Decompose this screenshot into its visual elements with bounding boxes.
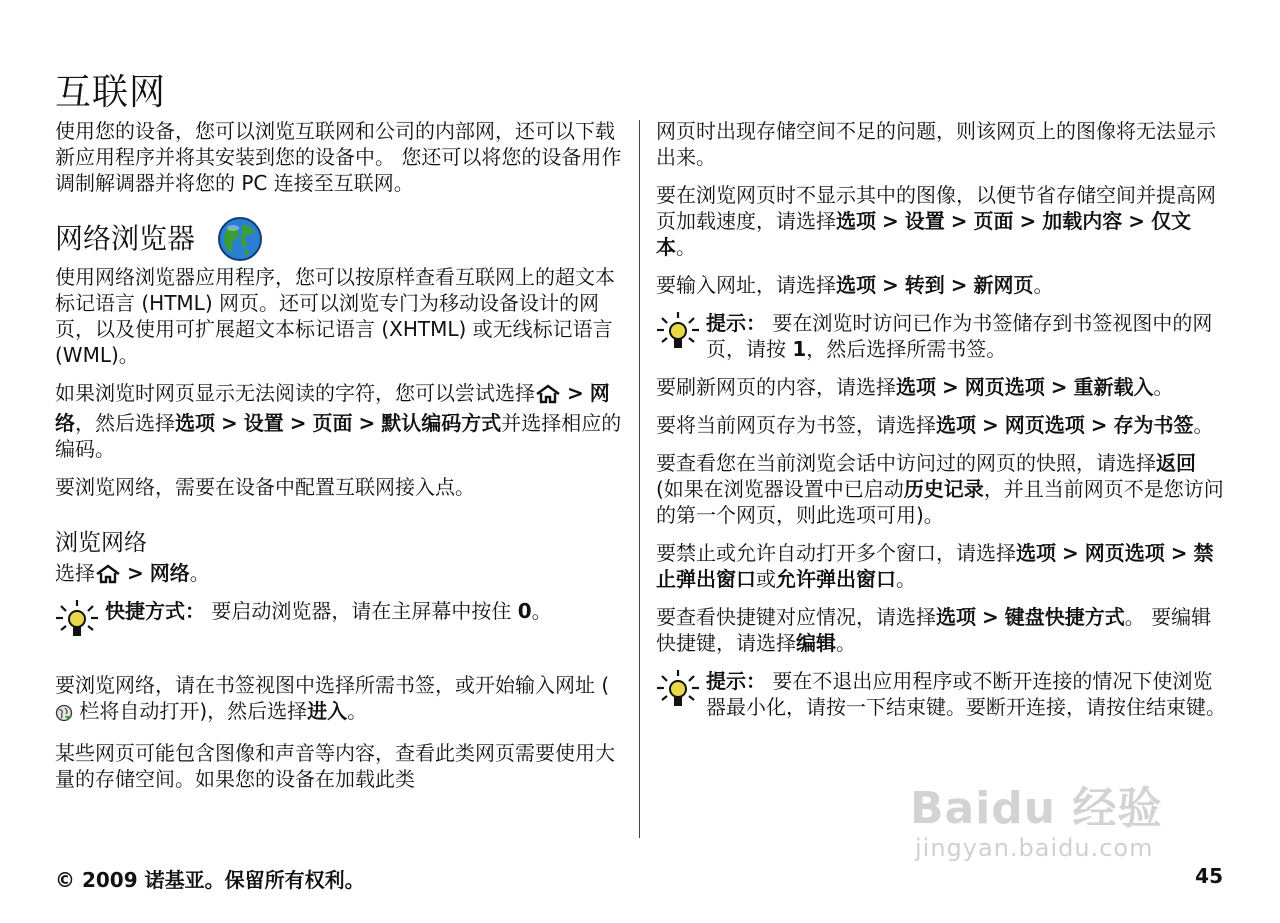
text: 要将当前网页存为书签，请选择 bbox=[656, 413, 936, 437]
column-divider bbox=[639, 120, 640, 838]
menu-go-to: 转到 bbox=[904, 273, 945, 297]
text: 。 bbox=[189, 561, 210, 585]
bookmark-tip-text bbox=[706, 310, 1226, 362]
text: 栏将自动打开)，然后选择 bbox=[73, 699, 308, 723]
menu-page-options: 网页选项 bbox=[1004, 413, 1085, 437]
home-icon bbox=[95, 564, 121, 590]
shortcut-tip bbox=[55, 598, 627, 646]
text: ，然后选择所需书签。 bbox=[806, 337, 1007, 361]
menu-page-options: 网页选项 bbox=[964, 375, 1045, 399]
menu-options: 选项 bbox=[836, 273, 876, 297]
lightbulb-icon bbox=[656, 310, 706, 358]
separator: > bbox=[1170, 541, 1188, 565]
separator: > bbox=[1128, 209, 1146, 233]
browser-heading-text: 网络浏览器 bbox=[55, 222, 196, 255]
page-number: 45 bbox=[1195, 864, 1223, 888]
intro-paragraph: 使用您的设备，您可以浏览互联网和公司的内部网，还可以下载新应用程序并将其安装到您的设备中。 您还可以将您的设备用作调制解调器并将您的 PC 连接至互联网。 bbox=[55, 119, 622, 195]
text: 要启动浏览器，请在主屏幕中按住 bbox=[211, 599, 518, 623]
right-paragraph-4 bbox=[656, 374, 1226, 400]
text: 选择 bbox=[55, 561, 95, 585]
text: 。 bbox=[896, 567, 916, 591]
menu-settings: 设置 bbox=[243, 411, 284, 435]
text: 要禁止或允许自动打开多个窗口，请选择 bbox=[656, 541, 1016, 565]
menu-back: 返回 bbox=[1156, 451, 1196, 475]
separator: > bbox=[1050, 375, 1068, 399]
menu-default-encoding: 默认编码方式 bbox=[381, 411, 502, 435]
text: (如果在浏览器设置中已启动 bbox=[656, 477, 904, 501]
lightbulb-icon bbox=[55, 598, 105, 646]
text: 。 要编辑快捷键，请选择 bbox=[656, 605, 1212, 655]
text: 要浏览网络，请在书签视图中选择所需书签，或开始输入网址 ( bbox=[55, 673, 610, 697]
menu-options: 选项 bbox=[936, 605, 976, 629]
right-paragraph-6 bbox=[656, 450, 1226, 528]
separator: > bbox=[1019, 209, 1037, 233]
text: 要刷新网页的内容，请选择 bbox=[656, 375, 896, 399]
text: 要查看您在当前浏览会话中访问过的网页的快照，请选择 bbox=[656, 451, 1156, 475]
menu-page: 页面 bbox=[973, 209, 1014, 233]
key: 0 bbox=[517, 599, 532, 623]
home-icon bbox=[535, 384, 561, 410]
menu-options: 选项 bbox=[936, 413, 976, 437]
text: 要在浏览网页时不显示其中的图像，以便节省存储空间并提高网页加载速度，请选择 bbox=[656, 183, 1216, 233]
menu-edit: 编辑 bbox=[796, 631, 836, 655]
menu-network: 网络 bbox=[149, 561, 190, 585]
right-paragraph-3 bbox=[656, 272, 1226, 298]
right-paragraph-7 bbox=[656, 540, 1226, 592]
separator: > bbox=[882, 273, 899, 297]
right-column bbox=[656, 118, 1226, 732]
text: 。 bbox=[676, 235, 696, 259]
browser-paragraph-1: 使用网络浏览器应用程序，您可以按原样查看互联网上的超文本标记语言 (HTML) 网页。还可以浏览专门为移动设备设计的网页，以及使用可扩展超文本标记语言 (XHTML) 或无线标记语言 (WML)。 bbox=[55, 265, 615, 367]
text: 。 bbox=[1193, 413, 1214, 437]
browser-paragraph-2 bbox=[55, 380, 627, 462]
text: 。 bbox=[531, 599, 552, 623]
tip-label: 提示： bbox=[706, 669, 766, 693]
text: ，然后选择 bbox=[75, 411, 175, 435]
separator: > bbox=[982, 413, 999, 437]
separator: > bbox=[127, 561, 144, 585]
right-paragraph-5 bbox=[656, 412, 1226, 438]
browse-heading: 浏览网络 bbox=[55, 530, 147, 556]
separator: > bbox=[1062, 541, 1079, 565]
text: 要在浏览时访问已作为书签储存到书签视图中的网页，请按 bbox=[706, 311, 1213, 361]
separator: > bbox=[289, 411, 307, 435]
menu-history: 历史记录 bbox=[903, 477, 984, 501]
menu-text-only: 仅文本 bbox=[656, 209, 1192, 259]
separator: > bbox=[882, 209, 899, 233]
menu-block-popups: 禁止弹出窗口 bbox=[656, 541, 1214, 591]
watermark-logo: Baidu 经验 bbox=[910, 783, 1163, 834]
text: 要在不退出应用程序或不断开连接的情况下使浏览器最小化，请按一下结束键。要断开连接，请按住结束键。 bbox=[706, 669, 1226, 719]
text: ，并且当前网页不是您访问的第一个网页，则此选项可用)。 bbox=[656, 477, 1224, 527]
url-globe-icon bbox=[55, 702, 73, 728]
copyright: © 2009 诺基亚。保留所有权利。 bbox=[55, 868, 365, 892]
menu-page: 页面 bbox=[312, 411, 353, 435]
separator: > bbox=[942, 375, 959, 399]
text: 并选择相应的编码。 bbox=[55, 411, 622, 461]
text: 。 bbox=[1153, 375, 1174, 399]
browser-paragraph-3: 要浏览网络，需要在设备中配置互联网接入点。 bbox=[55, 475, 475, 499]
minimize-tip-text bbox=[706, 668, 1226, 720]
lightbulb-icon bbox=[656, 668, 706, 716]
text: 。 bbox=[1033, 273, 1054, 297]
menu-keypad-shortcuts: 键盘快捷方式 bbox=[1004, 605, 1125, 629]
left-column bbox=[55, 118, 627, 804]
menu-go: 进入 bbox=[307, 699, 348, 723]
browse-select bbox=[55, 560, 627, 590]
minimize-tip bbox=[656, 668, 1226, 720]
separator: > bbox=[1090, 413, 1108, 437]
tip-label: 提示： bbox=[706, 311, 766, 335]
menu-options: 选项 bbox=[836, 209, 876, 233]
menu-options: 选项 bbox=[896, 375, 936, 399]
browser-heading bbox=[55, 216, 627, 262]
menu-reload: 重新载入 bbox=[1073, 375, 1154, 399]
menu-new-page: 新网页 bbox=[973, 273, 1034, 297]
menu-network: 网络 bbox=[55, 381, 610, 435]
menu-page-options: 网页选项 bbox=[1084, 541, 1165, 565]
watermark-url: jingyan.baidu.com bbox=[915, 834, 1154, 862]
browse-paragraph-3: 某些网页可能包含图像和声音等内容，查看此类网页需要使用大量的存储空间。如果您的设备在加载此类 bbox=[55, 741, 615, 791]
text: 要查看快捷键对应情况，请选择 bbox=[656, 605, 936, 629]
right-paragraph-8 bbox=[656, 604, 1226, 656]
separator: > bbox=[950, 209, 968, 233]
menu-save-bookmark: 存为书签 bbox=[1113, 413, 1194, 437]
menu-load-content: 加载内容 bbox=[1042, 209, 1123, 233]
separator: > bbox=[950, 273, 968, 297]
bookmark-tip bbox=[656, 310, 1226, 362]
menu-allow-popups: 允许弹出窗口 bbox=[776, 567, 896, 591]
text: 要输入网址，请选择 bbox=[656, 273, 836, 297]
separator: > bbox=[221, 411, 238, 435]
shortcut-tip-text bbox=[105, 598, 627, 624]
key: 1 bbox=[792, 337, 807, 361]
menu-settings: 设置 bbox=[904, 209, 945, 233]
menu-options: 选项 bbox=[1016, 541, 1056, 565]
text: 或 bbox=[756, 567, 776, 591]
text: 如果浏览时网页显示无法阅读的字符，您可以尝试选择 bbox=[55, 381, 535, 405]
globe-icon bbox=[217, 216, 263, 262]
menu-options: 选项 bbox=[175, 411, 215, 435]
page-title: 互联网 bbox=[55, 72, 167, 113]
browse-paragraph-2 bbox=[55, 672, 627, 728]
text: 。 bbox=[836, 631, 856, 655]
text: 。 bbox=[347, 699, 368, 723]
separator: > bbox=[982, 605, 999, 629]
right-paragraph-2 bbox=[656, 182, 1226, 260]
tip-label: 快捷方式： bbox=[105, 599, 205, 623]
separator: > bbox=[567, 381, 584, 405]
right-paragraph-1: 网页时出现存储空间不足的问题，则该网页上的图像将无法显示出来。 bbox=[656, 119, 1216, 169]
separator: > bbox=[358, 411, 376, 435]
